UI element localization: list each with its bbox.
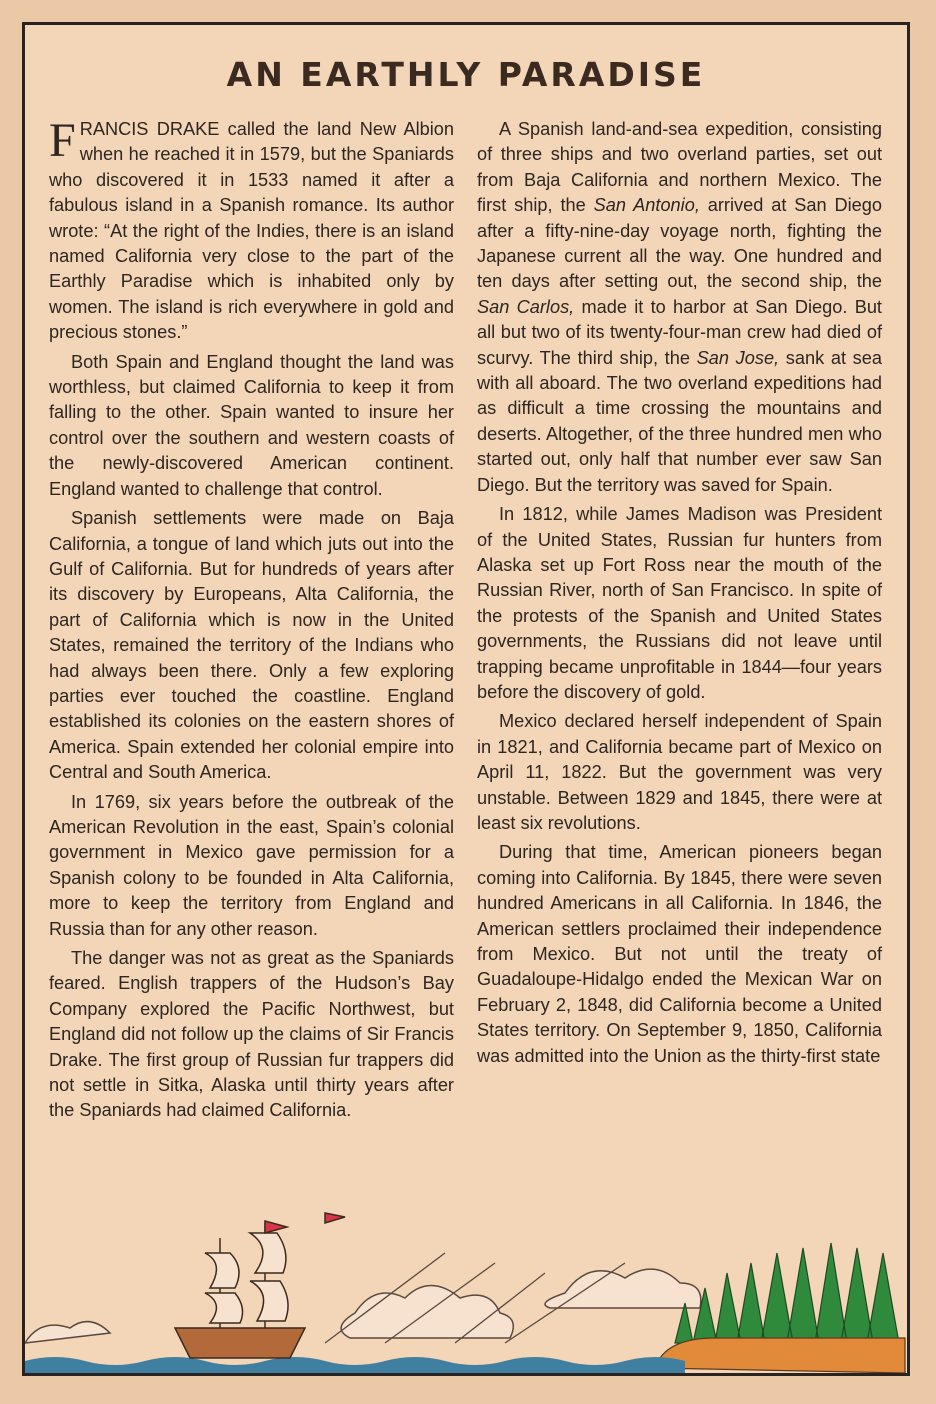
cloud xyxy=(25,1322,110,1343)
paragraph: In 1812, while James Madison was President of the United States, Russian fur hunters from Alaska set up Fort Ross near the mouth of the Russian River, north of San Francisco. In spite of the protests of the Spanish and United States governments, the Russians did not leave until trapping became unprofitable in 1844—four years before the discovery of gold. xyxy=(477,504,882,702)
ship-name: San Antonio, xyxy=(593,195,700,216)
ship-and-coast-illustration xyxy=(25,1193,907,1373)
drop-cap: F xyxy=(49,114,76,167)
paragraph: During that time, American pioneers began coming into California. By 1845, there were seven hundred Americans in all California. In 1846, the American settlers proclaimed their independence from Mexico. But not until the treaty of Guadaloupe-Hidalgo ended the Mexican War on February 2, 1848, did California become a United States territory. On September 9, 1850, California was admitted into the Union as the thirty-first state xyxy=(477,842,882,1066)
page-frame xyxy=(22,22,910,1376)
cloud xyxy=(545,1269,701,1308)
left-column xyxy=(49,114,454,1128)
paragraph: The danger was not as great as the Spaniards feared. English trappers of the Hudson’s Bay Company explored the Pacific Northwest, but England did not follow up the claims of Sir Francis Drake. The first group of Russian fur trappers did not settle in Sitka, Alaska until thirty years after the Spaniards had claimed California. xyxy=(49,948,454,1121)
paragraph: In 1769, six years before the outbreak of the American Revolution in the east, Spain’s colonial government in Mexico gave permission for a Spanish colony to be founded in Alta California, more to keep the territory from England and Russia than for any other reason. xyxy=(49,791,454,939)
paragraph: Both Spain and England thought the land was worthless, but claimed California to keep it from falling to the other. Spain wanted to insure her control over the southern and western coasts of the newly-discovered American continent. England wanted to challenge that control. xyxy=(49,351,454,499)
sea xyxy=(25,1357,685,1373)
right-column xyxy=(477,117,882,1073)
paragraph: FRANCIS DRAKE called the land New Albion when he reached it in 1579, but the Spaniards who discovered it in 1533 named it after a fabulous island in a Spanish romance. Its author wrote: “At the right of the Indies, there is an island named California very close to the part of the Earthly Paradise which is inhabited only by women. The island is rich everywhere in gold and precious stones.” xyxy=(49,114,454,343)
page-title: AN EARTHLY PARADISE xyxy=(226,55,706,94)
paragraph: Mexico declared herself independent of Spain in 1821, and California became part of Mexico on April 11, 1822. But the government was very unstable. Between 1829 and 1845, there were at least six revolutions. xyxy=(477,711,882,833)
ship-name: San Carlos, xyxy=(477,296,575,317)
ship-icon xyxy=(175,1213,345,1358)
ship-name: San Jose, xyxy=(696,347,780,368)
paragraph: A Spanish land-and-sea expedition, consisting of three ships and two overland parties, set out from Baja California and northern Mexico. The first ship, the San Antonio, arrived at San Diego after a fifty-nine-day voyage north, fighting the Japanese current all the way. One hundred and ten days after setting out, the second ship, the San Carlos, made it to harbor at San Diego. But all but two of its twenty-four-man crew had died of scurvy. The third ship, the San Jose, sank at sea with all aboard. The two overland expeditions had as difficult a time crossing the mountains and deserts. Altogether, of the three hundred men who started out, only half that number ever saw San Diego. But the territory was saved for Spain. xyxy=(477,119,883,495)
paragraph: Spanish settlements were made on Baja California, a tongue of land which juts out into the Gulf of California. But for hundreds of years after its discovery by Europeans, Alta California, the part of California which is now in the United States, remained the territory of the Indians who had always been there. Only a few exploring parties ever touched the coastline. England established its colonies on the eastern shores of America. Spain extended her colonial empire into Central and South America. xyxy=(49,508,454,783)
